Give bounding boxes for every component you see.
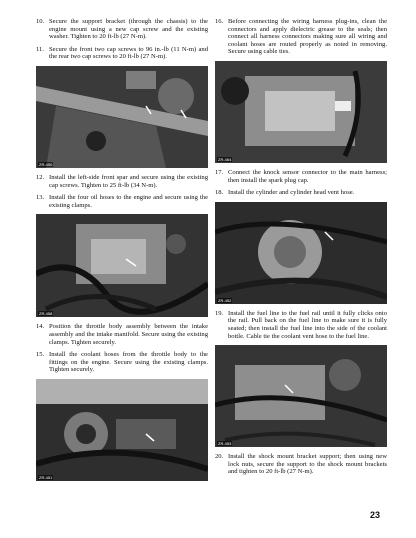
step-number: 10. [36, 18, 45, 25]
step-number: 17. [215, 168, 224, 176]
step-text: Install the four oil hoses to the engine and secure using the existing clamps. [49, 194, 208, 209]
step-17 [215, 169, 387, 184]
step-number: 18. [215, 189, 224, 197]
photo-throttle-body [36, 379, 208, 481]
photo-fuel-line [215, 345, 387, 447]
photo-wiring-harness [215, 61, 387, 163]
step-text: Install the cylinder and cylinder head vent hose. [228, 189, 355, 197]
step-18 [215, 189, 387, 197]
step-12 [36, 174, 208, 189]
step-text: Secure the support bracket (through the chassis) to the engine mount using a new cap screw and the existing washer. Tighten to 20 ft-lb (27 N-m). [49, 18, 208, 41]
step-number: 11. [36, 45, 44, 53]
step-14 [36, 323, 208, 346]
step-number: 16. [215, 18, 224, 25]
step-text: Install the left-side front spar and secure using the existing cap screws. Tighten to 25 ft-lb (34 N-m). [49, 173, 208, 189]
step-number: 19. [215, 309, 224, 317]
step-text: Install the shock mount bracket support; then using new lock nuts, secure the support to the shock mount brackets and tighten to 20 ft-lb (27 N-m). [228, 453, 387, 476]
figure-code: ZR-451 [39, 474, 53, 480]
figure-code: ZR-453 [218, 441, 232, 447]
figure-code: ZR-452 [218, 297, 232, 303]
step-number: 20. [215, 453, 224, 461]
step-13 [36, 194, 208, 209]
page-number: 23 [369, 510, 380, 520]
step-11 [36, 46, 208, 61]
photo-knock-sensor [215, 202, 387, 304]
right-column [215, 18, 387, 481]
step-text: Before connecting the wiring harness plug-ins, clean the connectors and apply dielectric grease to the seals; then connect all harness connectors making sure all wiring and coolant hoses are routed properly as noted in removing. Secure using cable ties. [228, 18, 387, 56]
photo-oil-hoses [36, 214, 208, 317]
figure-code: ZR-464 [218, 156, 232, 162]
step-20 [215, 453, 387, 476]
step-10 [36, 18, 208, 41]
step-text: Position the throttle body assembly between the intake assembly and the intake manifold. Secure using the existing clamps. Tighten securely. [49, 323, 208, 346]
step-text: Connect the knock sensor connector to the main harness; then install the spark plug cap. [228, 168, 387, 184]
figure-code: ZR-458 [39, 311, 53, 317]
step-number: 15. [36, 351, 45, 359]
photo-support-bracket [36, 66, 208, 168]
step-15 [36, 351, 208, 374]
step-text: Install the fuel line to the fuel rail until it fully clicks onto the rail. Pull back on the fuel line to make sure it is fully seated; then install the fuel line into the side of the coolant bottle. Cable tie the coolant vent hose to the fuel line. [228, 309, 387, 340]
step-number: 13. [36, 194, 45, 202]
step-text: Install the coolant hoses from the throttle body to the fittings on the engine. Secure using the existing clamps. Tighten securely. [49, 351, 208, 374]
figure-code: ZR-450 [39, 161, 53, 167]
left-column [36, 18, 208, 487]
step-number: 12. [36, 173, 45, 181]
step-text: Secure the front two cap screws to 96 in.-lb (11 N-m) and the rear two cap screws to 20 ft-lb (27 N-m). [49, 45, 208, 61]
step-number: 14. [36, 323, 45, 331]
step-16 [215, 18, 387, 56]
step-19 [215, 310, 387, 340]
